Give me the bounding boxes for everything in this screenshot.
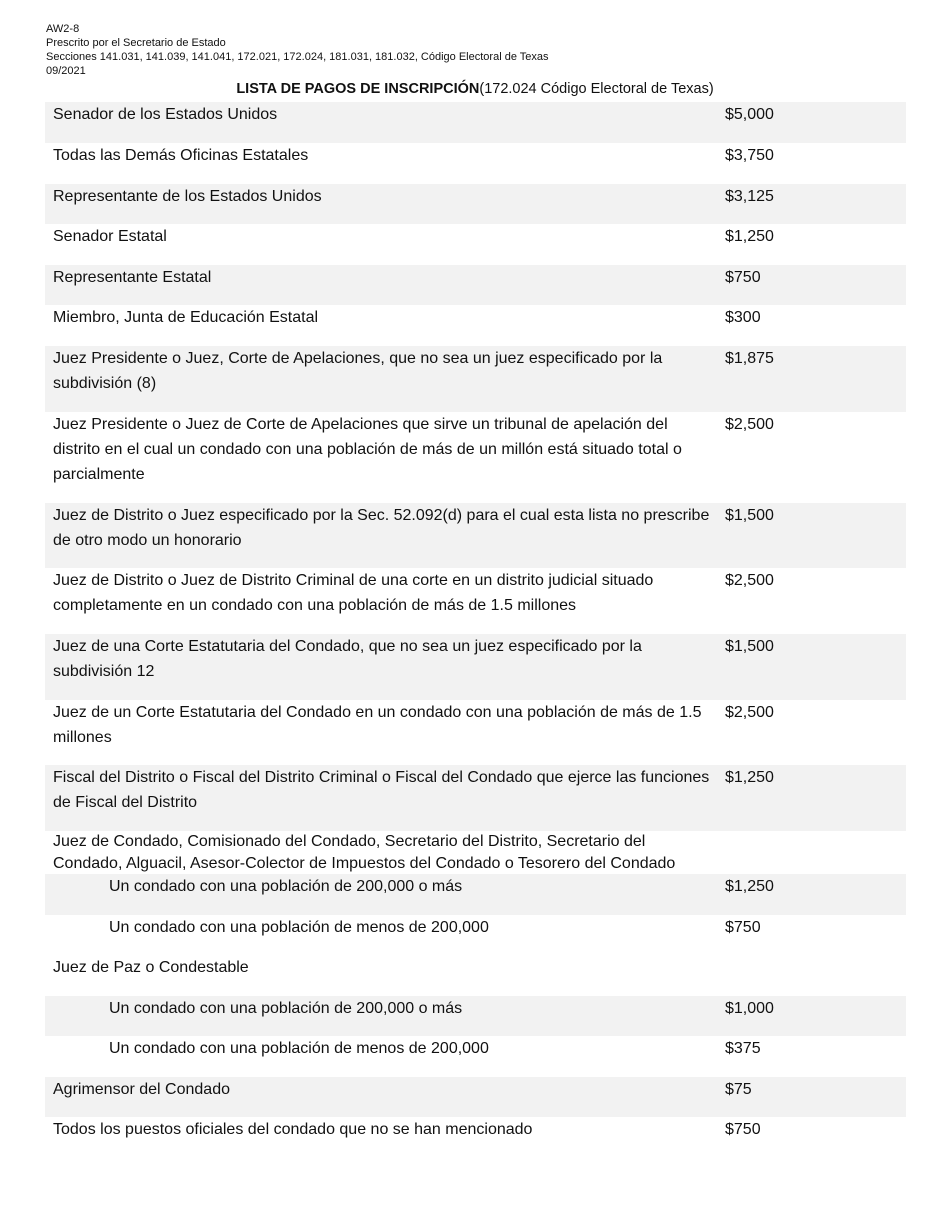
fee-row [45,874,906,915]
fee-amount: $300 [725,309,761,326]
office-label: Todas las Demás Oficinas Estatales [53,147,309,164]
office-label: Un condado con una población de menos de 200,000 [109,919,489,936]
fee-amount: $3,750 [725,147,774,164]
office-label: Senador Estatal [53,228,167,245]
fee-amount: $750 [725,919,761,936]
fee-amount: $75 [725,1081,752,1098]
form-id: AW2-8 [46,23,80,35]
prescribed-by: Prescrito por el Secretario de Estado [46,37,226,49]
office-label: Juez de Distrito o Juez de Distrito Criminal de una corte en un distrito judicial situado completamente en un condado con una población de más de 1.5 millones [53,572,654,614]
office-label: Fiscal del Distrito o Fiscal del Distrito Criminal o Fiscal del Condado que ejerce las funciones de Fiscal del Distrito [53,769,710,811]
fee-row [45,305,906,346]
fee-row [45,1117,906,1158]
form-date: 09/2021 [46,65,86,77]
fee-row [45,996,906,1036]
fee-amount: $1,250 [725,878,774,895]
fee-row [45,1077,906,1117]
fee-amount: $1,250 [725,769,774,786]
fee-row [45,346,906,412]
fee-row [45,102,906,143]
office-label: Todos los puestos oficiales del condado que no se han mencionado [53,1121,533,1138]
office-label: Un condado con una población de 200,000 o más [109,1000,463,1017]
fee-row [45,765,906,831]
fee-amount: $1,500 [725,638,774,655]
fee-row [45,143,906,184]
fee-amount: $1,875 [725,350,774,367]
fee-row [45,634,906,700]
office-label: Un condado con una población de 200,000 o más [109,878,463,895]
fee-row [45,568,906,634]
office-group-label: Juez de Condado, Comisionado del Condado, Secretario del Distrito, Secretario del Condado, Alguacil, Asesor-Colector de Impuestos del Condado o Tesorero del Condado [53,833,676,872]
office-label: Miembro, Junta de Educación Estatal [53,309,319,326]
office-group-label: Juez de Paz o Condestable [53,959,249,976]
fee-amount: $1,000 [725,1000,774,1017]
office-label: Juez Presidente o Juez de Corte de Apelaciones que sirve un tribunal de apelación del distrito en el cual un condado con una población de más de un millón está situado total o parcialmente [53,416,682,483]
office-label: Un condado con una población de menos de 200,000 [109,1040,489,1057]
fee-amount: $3,125 [725,188,774,205]
fee-amount: $2,500 [725,416,774,433]
page-title [0,79,950,99]
office-label: Juez Presidente o Juez, Corte de Apelaciones, que no sea un juez especificado por la subdivisión (8) [53,350,663,392]
fee-amount: $1,250 [725,228,774,245]
fee-amount: $750 [725,1121,761,1138]
statute-sections: Secciones 141.031, 141.039, 141.041, 172.021, 172.024, 181.031, 181.032, Código Electoral de Texas [46,51,549,63]
fee-row [45,915,906,955]
office-label: Agrimensor del Condado [53,1081,230,1098]
fee-amount: $2,500 [725,704,774,721]
fee-amount: $750 [725,269,761,286]
fee-row [45,700,906,765]
office-label: Juez de Distrito o Juez especificado por la Sec. 52.092(d) para el cual esta lista no prescribe de otro modo un honorario [53,507,710,549]
fee-group-heading [45,955,906,996]
fee-table [45,102,906,1158]
fee-row [45,412,906,503]
fee-row [45,184,906,224]
form-header [46,22,549,78]
fee-row [45,503,906,568]
fee-amount: $1,500 [725,507,774,524]
fee-group-heading [45,831,906,874]
fee-amount: $2,500 [725,572,774,589]
title-main: LISTA DE PAGOS DE INSCRIPCIÓN [236,81,480,97]
title-sub: (172.024 Código Electoral de Texas) [479,81,714,97]
office-label: Senador de los Estados Unidos [53,106,278,123]
fee-row [45,265,906,305]
office-label: Juez de un Corte Estatutaria del Condado en un condado con una población de más de 1.5 millones [53,704,702,746]
fee-amount: $5,000 [725,106,774,123]
fee-row [45,1036,906,1077]
office-label: Representante de los Estados Unidos [53,188,322,205]
fee-amount: $375 [725,1040,761,1057]
office-label: Representante Estatal [53,269,212,286]
office-label: Juez de una Corte Estatutaria del Condado, que no sea un juez especificado por la subdivisión 12 [53,638,642,680]
fee-row [45,224,906,265]
